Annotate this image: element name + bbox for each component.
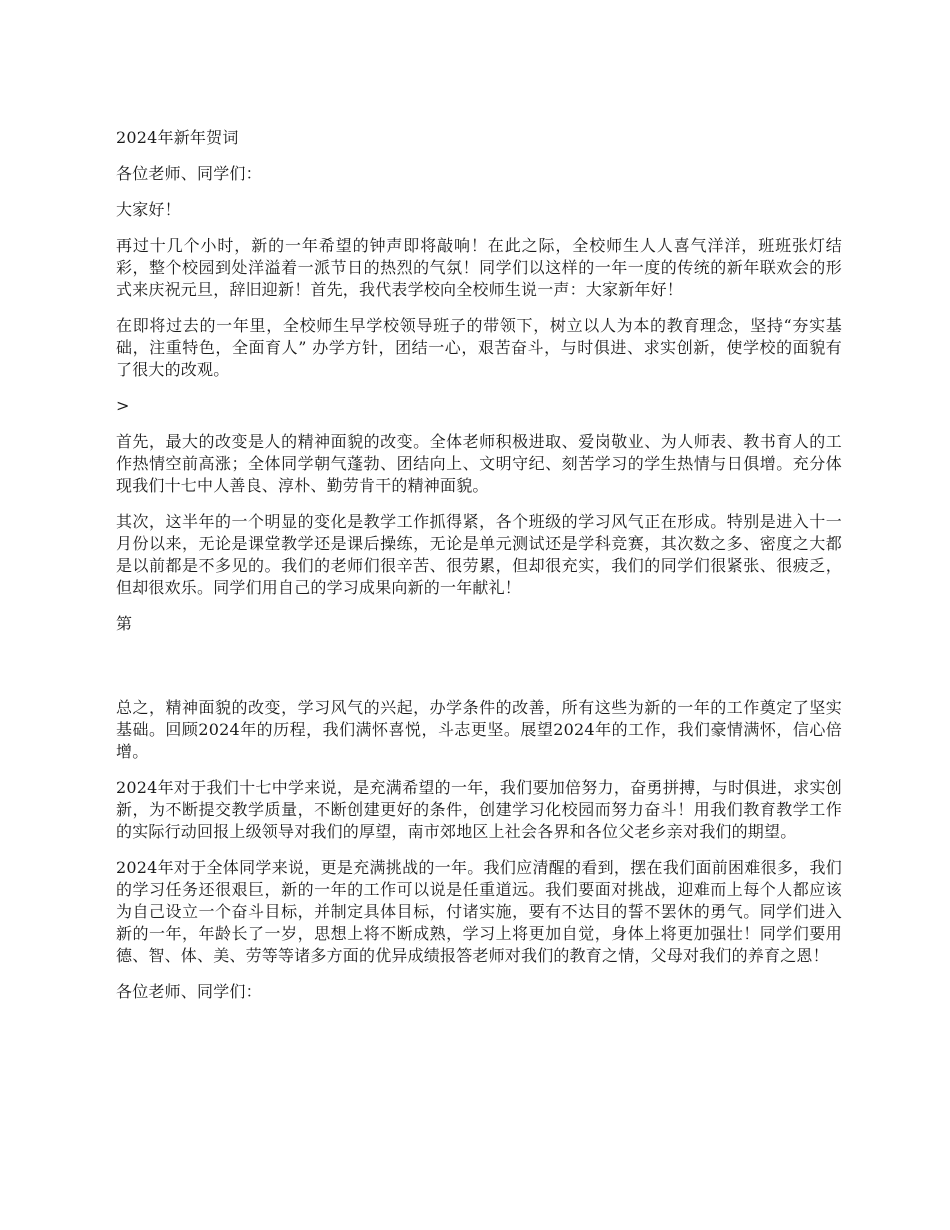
paragraph-1: 再过十几个小时，新的一年希望的钟声即将敲响！在此之际，全校师生人人喜气洋洋，班班张灯结彩，整个校园到处洋溢着一派节日的热烈的气氛！同学们以这样的一年一度的传统的新年联欢会的形式来庆祝元旦，辞旧迎新！首先，我代表学校向全校师生说一声：大家新年好！ bbox=[116, 236, 842, 299]
document-body bbox=[116, 127, 842, 1017]
paragraph-5: 其次，这半年的一个明显的变化是教学工作抓得紧，各个班级的学习风气正在形成。特别是进入十一月份以来，无论是课堂教学还是课后操练，无论是单元测试还是学科竞赛，其次数之多、密度之大都是以前都是不多见的。我们的老师们很辛苦、很劳累，但却很充实，我们的同学们很紧张、很疲乏，但却很欢乐。同学们用自己的学习成果向新的一年献礼！ bbox=[116, 512, 842, 597]
paragraph-8: 2024年对于我们十七中学来说，是充满希望的一年，我们要加倍努力，奋勇拼搏，与时俱进，求实创新，为不断提交教学质量，不断创建更好的条件，创建学习化校园而努力奋斗！用我们教育教学工作的实际行动回报上级领导对我们的厚望，南市郊地区上社会各界和各位父老乡亲对我们的期望。 bbox=[116, 778, 842, 841]
paragraph-7: 总之，精神面貌的改变，学习风气的兴起，办学条件的改善，所有这些为新的一年的工作奠定了坚实基础。回顾2024年的历程，我们满怀喜悦，斗志更坚。展望2024年的工作，我们豪情满怀，信心倍增。 bbox=[116, 698, 842, 761]
paragraph-3: > bbox=[116, 396, 130, 415]
closing-salutation: 各位老师、同学们： bbox=[116, 982, 262, 1001]
blank-gap bbox=[116, 649, 842, 697]
paragraph-6: 第 bbox=[116, 614, 133, 633]
document-title: 2024年新年贺词 bbox=[116, 128, 239, 147]
salutation: 各位老师、同学们： bbox=[116, 164, 262, 183]
paragraph-2: 在即将过去的一年里，全校师生早学校领导班子的带领下，树立以人为本的教育理念，坚持“夯实基础，注重特色，全面育人” 办学方针，团结一心，艰苦奋斗，与时俱进、求实创新，使学校的面貌有了很大的改观。 bbox=[116, 316, 842, 379]
paragraph-4: 首先，最大的改变是人的精神面貌的改变。全体老师积极进取、爱岗敬业、为人师表、教书育人的工作热情空前高涨；全体同学朝气蓬勃、团结向上、文明守纪、刻苦学习的学生热情与日俱增。充分体现我们十七中人善良、淳朴、勤劳肯干的精神面貌。 bbox=[116, 432, 842, 495]
paragraph-9: 2024年对于全体同学来说，更是充满挑战的一年。我们应清醒的看到，摆在我们面前困难很多，我们的学习任务还很艰巨，新的一年的工作可以说是任重道远。我们要面对挑战，迎难而上每个人都应该为自己设立一个奋斗目标，并制定具体目标，付诸实施，要有不达目的誓不罢休的勇气。同学们进入新的一年，年龄长了一岁，思想上将不断成熟，学习上将更加自觉，身体上将更加强壮！同学们要用德、智、体、美、劳等等诸多方面的优异成绩报答老师对我们的教育之情，父母对我们的养育之恩！ bbox=[116, 858, 842, 965]
greeting: 大家好！ bbox=[116, 200, 181, 219]
